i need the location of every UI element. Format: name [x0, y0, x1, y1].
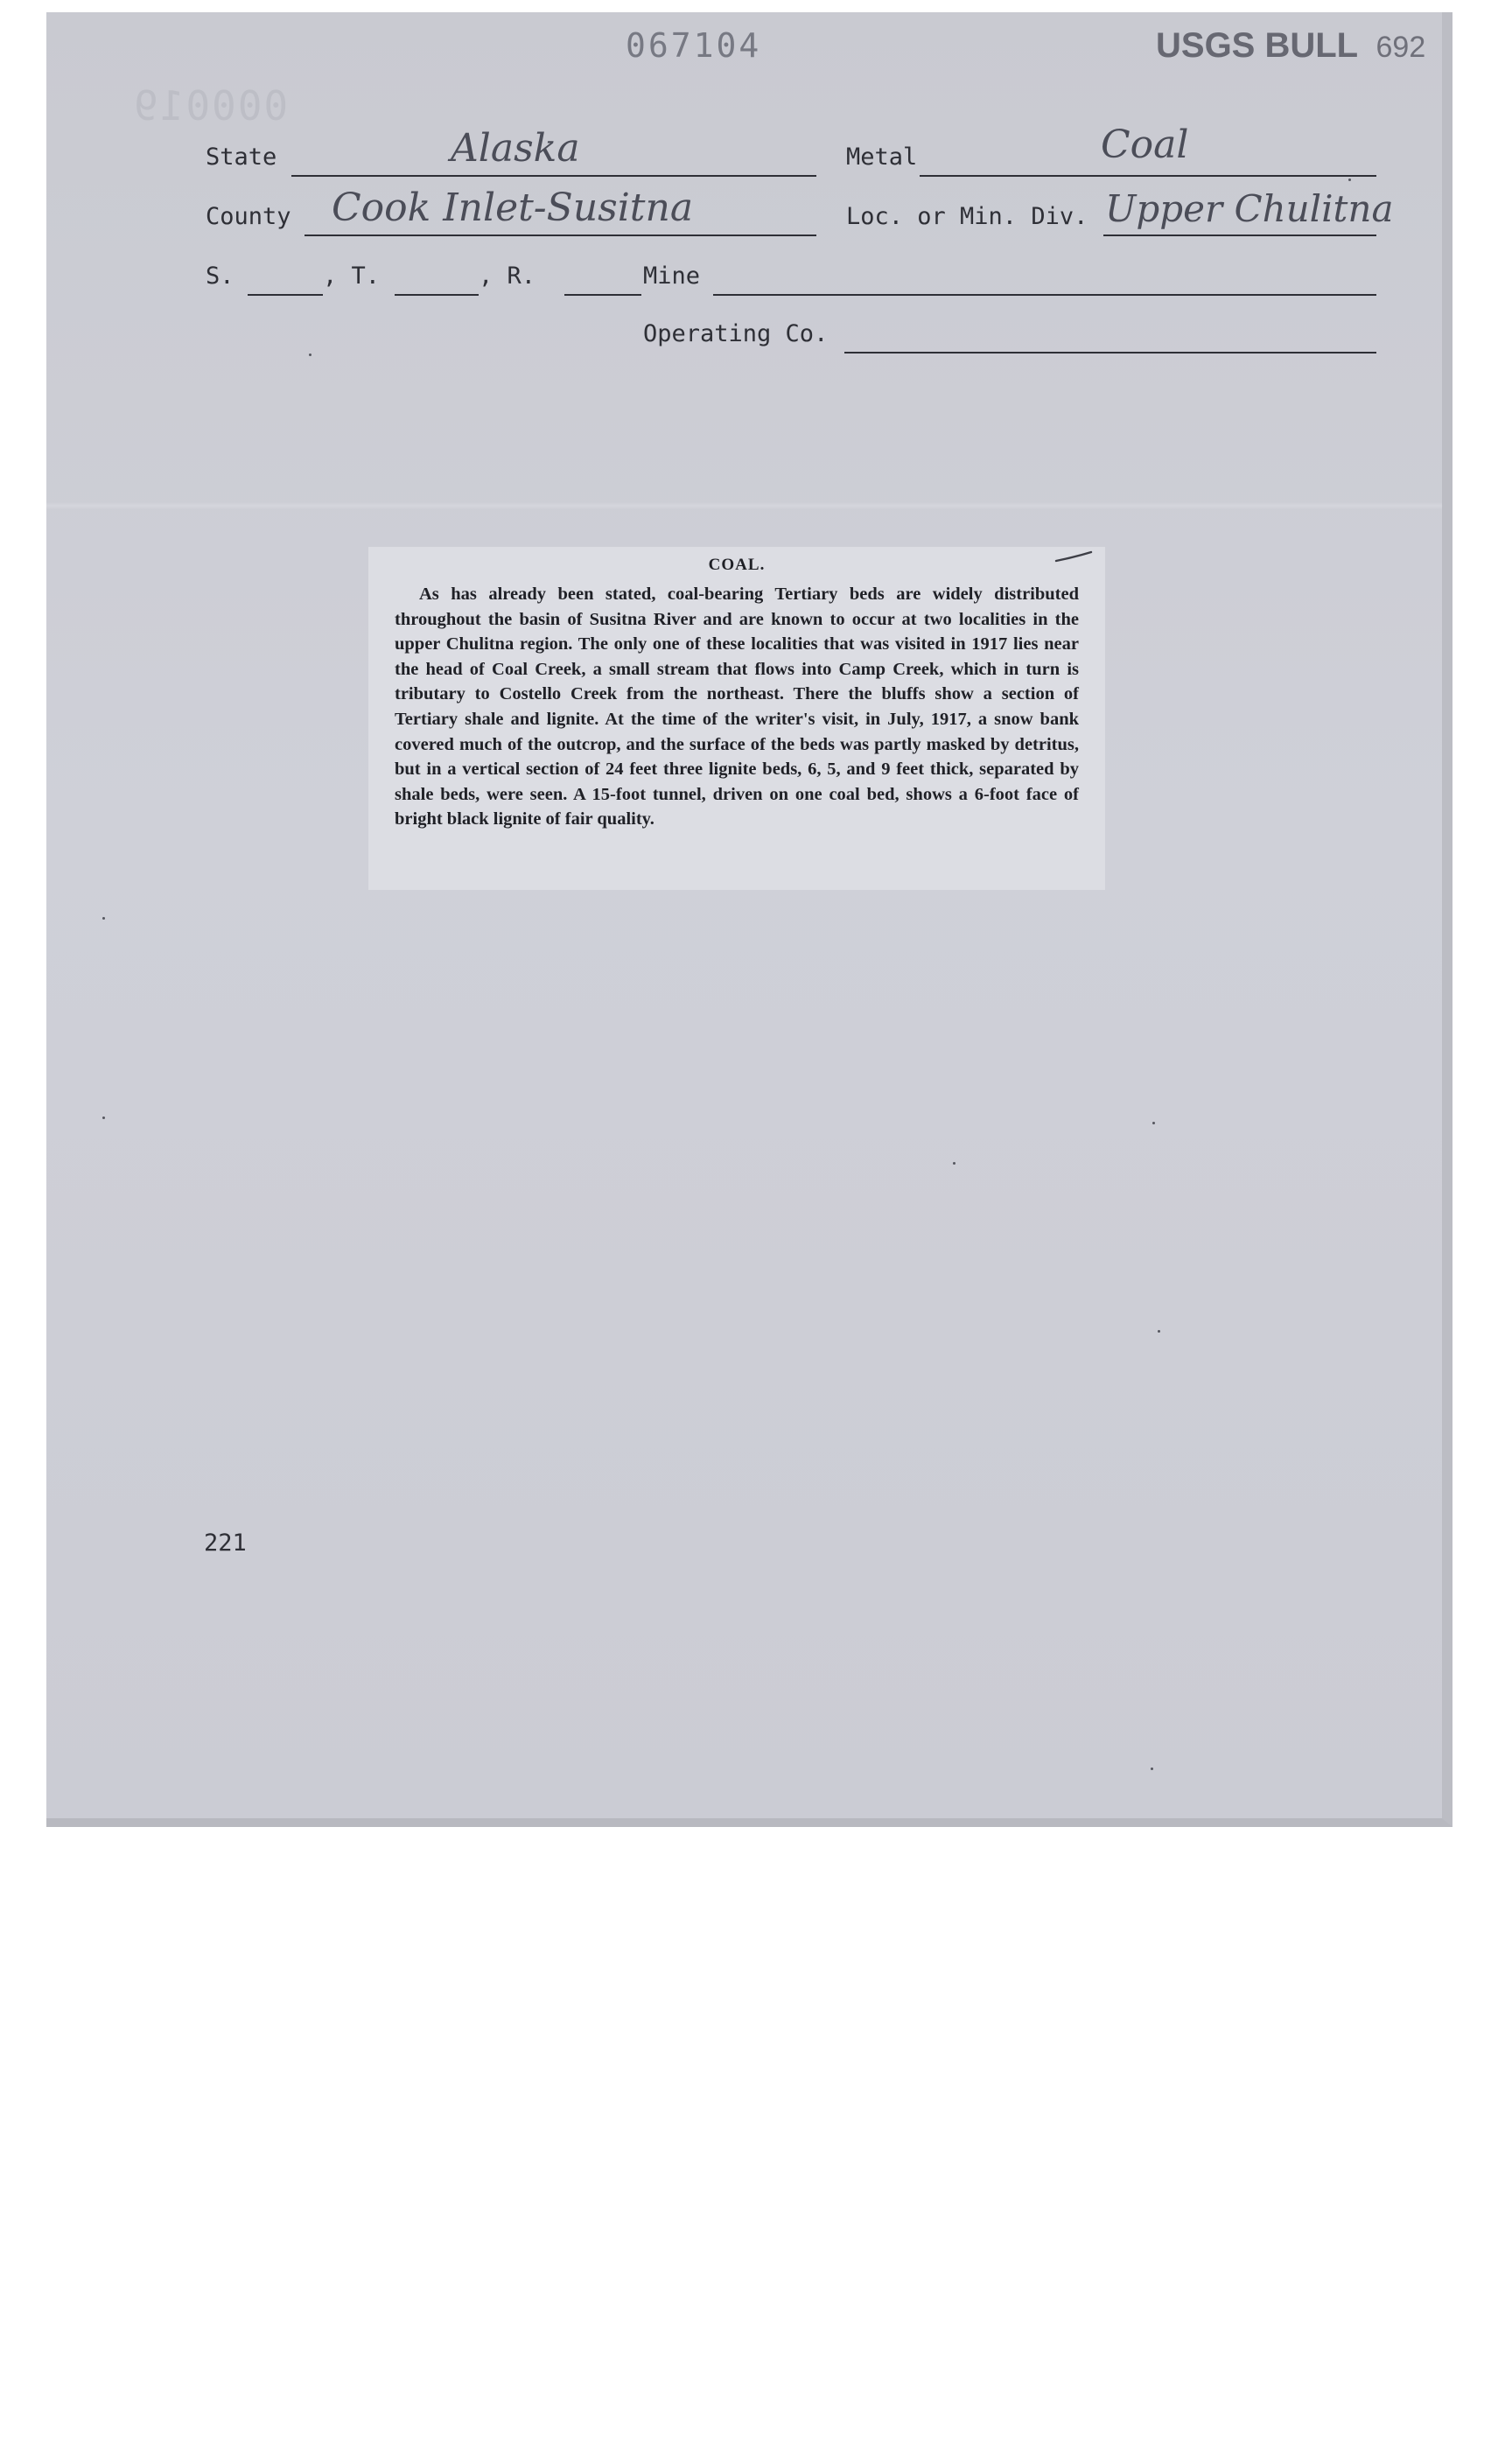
- speck: [309, 354, 312, 356]
- stamp-number: 067104: [626, 26, 762, 65]
- metal-line: [920, 175, 1376, 177]
- range-label: , R.: [479, 262, 536, 290]
- page-number: 221: [204, 1530, 247, 1557]
- ghost-stamp: 000019: [132, 82, 289, 130]
- mine-line: [713, 294, 1376, 296]
- state-value: Alaska: [451, 126, 580, 171]
- township-line: [395, 294, 479, 296]
- speck: [1151, 1768, 1153, 1770]
- clipping-body: As has already been stated, coal-bearing Tertiary beds are widely distributed throughout the basin of Susitna River and are known to occur at two localities in the upper Chulitna region. The only one of these localities that was visited in 1917 lies near the head of Coal Creek, a small stream that flows into Camp Creek, which in turn is tributary to Costello Creek from the northeast. There the bluffs show a section of Tertiary shale and lignite. At the time of the writer's visit, in July, 1917, a snow bank covered much of the outcrop, and the surface of the beds was partly masked by detritus, but in a vertical section of 24 feet three lignite beds, 6, 5, and 9 feet thick, separated by shale beds, were seen. A 15-foot tunnel, driven on one coal bed, shows a 6-foot face of bright black lignite of fair quality.: [395, 584, 1079, 830]
- speck: [102, 1116, 105, 1119]
- speck: [102, 917, 105, 920]
- metal-value: Coal: [1101, 122, 1189, 167]
- county-value: Cook Inlet-Susitna: [332, 186, 694, 230]
- coal-clipping: [368, 547, 1105, 890]
- mine-label: Mine: [643, 262, 701, 290]
- section-label: S.: [206, 262, 234, 290]
- range-line: [564, 294, 641, 296]
- series-stamp-number: 692: [1376, 31, 1426, 64]
- metal-label: Metal: [846, 144, 918, 171]
- speck: [953, 1162, 956, 1165]
- check-mark-icon: [1054, 550, 1093, 563]
- speck: [1348, 178, 1351, 181]
- clipping-title: COAL.: [708, 556, 766, 574]
- operating-label: Operating Co.: [643, 320, 829, 347]
- operating-line: [844, 352, 1376, 354]
- county-line: [304, 234, 816, 236]
- series-stamp-label: USGS BULL: [1156, 26, 1358, 65]
- loc-value: Upper Chulitna: [1105, 187, 1394, 230]
- series-stamp: [1156, 26, 1425, 66]
- section-line: [248, 294, 323, 296]
- speck: [1158, 1330, 1160, 1333]
- state-label: State: [206, 144, 277, 171]
- county-label: County: [206, 203, 291, 230]
- loc-label: Loc. or Min. Div.: [846, 203, 1088, 230]
- loc-line: [1103, 234, 1376, 236]
- state-line: [291, 175, 816, 177]
- record-card: [46, 12, 1452, 1827]
- speck: [1152, 1122, 1155, 1124]
- township-label: , T.: [323, 262, 381, 290]
